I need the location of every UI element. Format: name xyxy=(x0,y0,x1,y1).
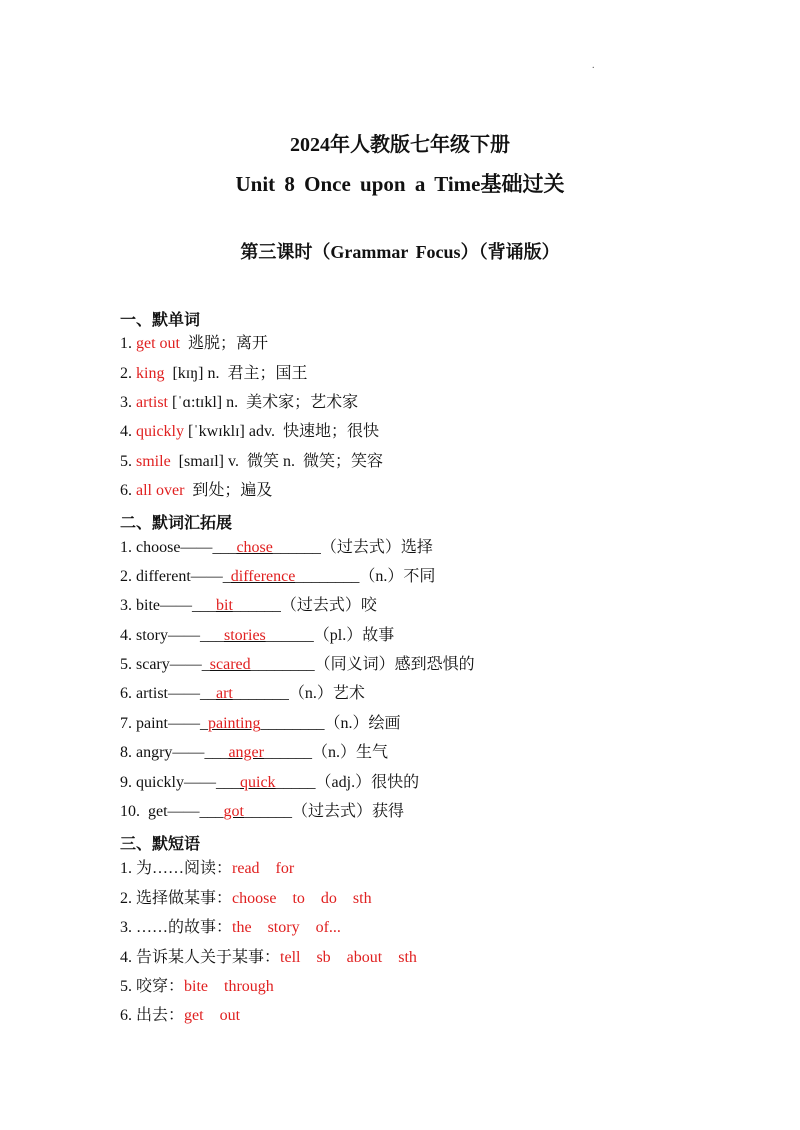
vocab-item: 3. bite——___bit______（过去式）咬 xyxy=(120,597,377,614)
word-item: 5. smile [smaɪl] v. 微笑 n. 微笑；笑容 xyxy=(120,453,383,470)
lesson-subtitle: 第三课时（Grammar Focus）（背诵版） xyxy=(240,242,560,262)
unit-title: Unit 8 Once upon a Time基础过关 xyxy=(235,172,565,196)
vocab-item: 4. story——___stories______（pl.）故事 xyxy=(120,627,395,644)
vocab-item: 10. get——___got______（过去式）获得 xyxy=(120,803,405,820)
corner-dot: . xyxy=(592,60,595,71)
document-title: 2024年人教版七年级下册 xyxy=(290,134,510,156)
section-heading-phrases: 三、默短语 xyxy=(120,836,201,853)
vocab-item: 6. artist——__art_______（n.）艺术 xyxy=(120,685,365,702)
word-item: 6. all over 到处；遍及 xyxy=(120,482,273,499)
section-heading-vocab: 二、默词汇拓展 xyxy=(120,515,233,532)
word-item: 2. king [kɪŋ] n. 君主；国王 xyxy=(120,365,308,382)
phrase-item: 3. ……的故事：the story of... xyxy=(120,919,341,936)
word-item: 3. artist [ˈɑ:tɪkl] n. 美术家；艺术家 xyxy=(120,394,359,411)
word-item: 4. quickly [ˈkwɪklɪ] adv. 快速地；很快 xyxy=(120,423,379,440)
phrase-item: 5. 咬穿：bite through xyxy=(120,978,274,995)
vocab-item: 2. different——_difference________（n.）不同 xyxy=(120,568,436,585)
vocab-item: 1. choose——___chose______（过去式）选择 xyxy=(120,539,433,556)
phrase-item: 1. 为……阅读：read for xyxy=(120,860,295,877)
phrase-item: 4. 告诉某人关于某事：tell sb about sth xyxy=(120,949,417,966)
phrase-item: 2. 选择做某事：choose to do sth xyxy=(120,890,372,907)
word-item: 1. get out 逃脱；离开 xyxy=(120,335,269,352)
section-heading-words: 一、默单词 xyxy=(120,312,201,329)
vocab-item: 5. scary——_scared________（同义词）感到恐惧的 xyxy=(120,656,475,673)
vocab-item: 9. quickly——___quick_____（adj.）很快的 xyxy=(120,774,420,791)
vocab-item: 7. paint——_painting________（n.）绘画 xyxy=(120,715,401,732)
phrase-item: 6. 出去：get out xyxy=(120,1007,241,1024)
vocab-item: 8. angry——___anger______（n.）生气 xyxy=(120,744,388,761)
